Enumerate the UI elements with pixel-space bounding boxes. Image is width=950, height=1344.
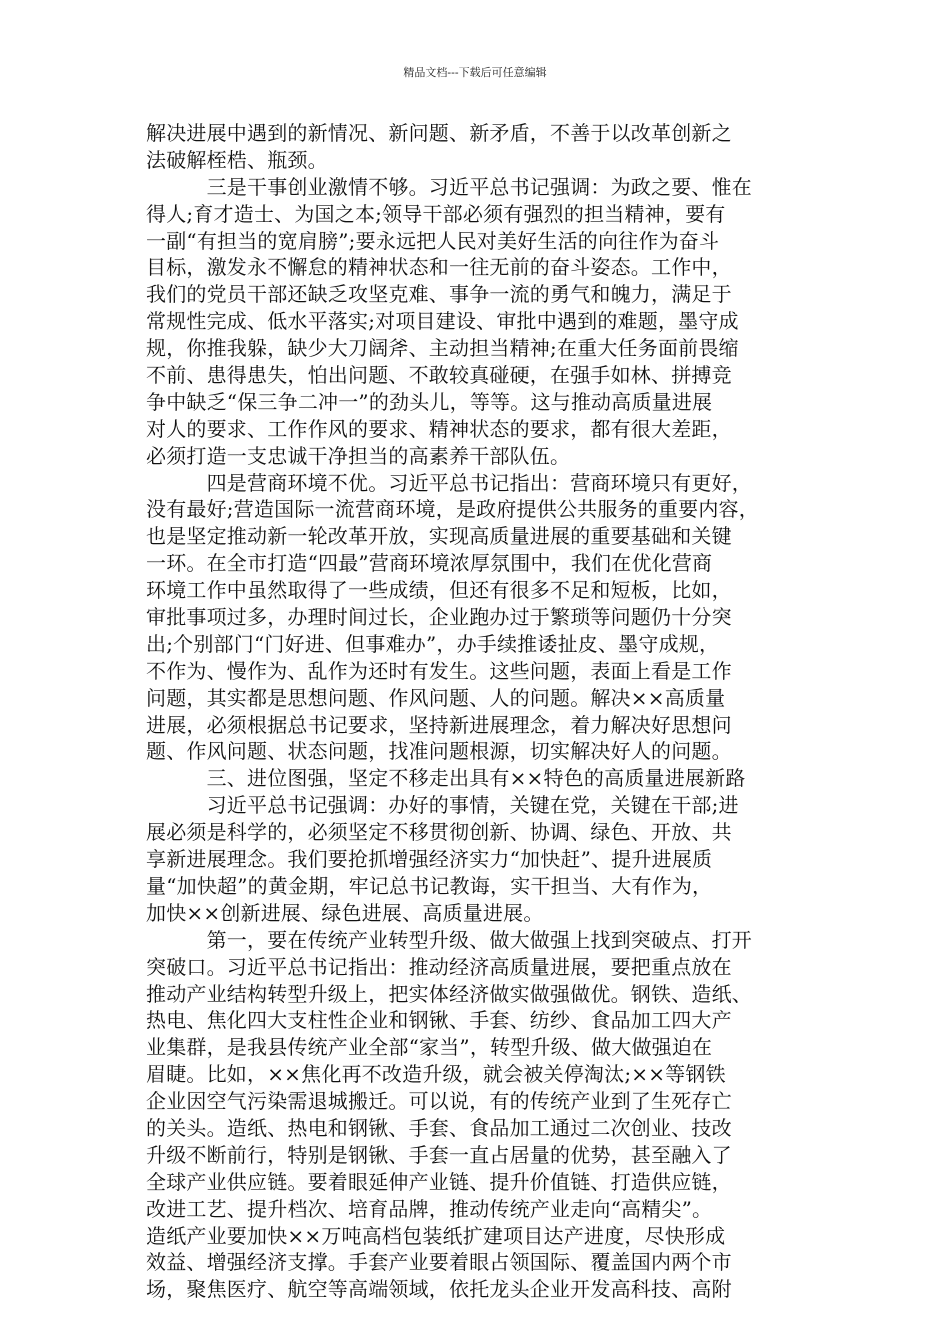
text-line: 习近平总书记强调：办好的事情，关键在党，关键在干部;进 <box>146 793 739 818</box>
text-line: 我们的党员干部还缺乏攻坚克难、事争一流的勇气和魄力，满足于 <box>146 282 732 307</box>
text-line: 一副“有担当的宽肩膀”;要永远把人民对美好生活的向往作为奋斗 <box>146 228 720 253</box>
text-line: 业集群，是我县传统产业全部“家当”，转型升级、做大做强迫在 <box>146 1035 713 1060</box>
text-line: 三是干事创业激情不够。习近平总书记强调：为政之要、惟在 <box>146 174 752 199</box>
text-line: 出;个别部门“门好进、但事难办”，办手续推诿扯皮、墨守成规， <box>146 631 720 656</box>
text-line: 享新进展理念。我们要抢抓增强经济实力“加快赶”、提升进展质 <box>146 847 713 872</box>
text-line: 全球产业供应链。要着眼延伸产业链、提升价值链、打造供应链， <box>146 1169 732 1194</box>
text-line: 进展，必须根据总书记要求，坚持新进展理念，着力解决好思想问 <box>146 712 732 737</box>
text-line: 加快××创新进展、绿色进展、高质量进展。 <box>146 900 544 925</box>
text-line: 眉睫。比如，××焦化再不改造升级，就会被关停淘汰;××等钢铁 <box>146 1062 726 1087</box>
text-line: 问题，其实都是思想问题、作风问题、人的问题。解决××高质量 <box>146 685 726 710</box>
page-header: 精品文档---下载后可任意编辑 <box>403 66 547 79</box>
text-line: 升级不断前行，特别是钢锹、手套一直占居量的优势，甚至融入了 <box>146 1142 732 1167</box>
text-line: 量“加快超”的黄金期，牢记总书记教诲，实干担当、大有作为， <box>146 873 713 898</box>
text-line: 的关头。造纸、热电和钢锹、手套、食品加工通过二次创业、技改 <box>146 1115 732 1140</box>
text-line: 常规性完成、低水平落实;对项目建设、审批中遇到的难题，墨守成 <box>146 309 739 334</box>
document-body <box>146 120 820 1303</box>
text-line: 目标，激发永不懈怠的精神状态和一往无前的奋斗姿态。工作中， <box>146 255 732 280</box>
text-line: 不作为、慢作为、乱作为还时有发生。这些问题，表面上看是工作 <box>146 658 732 683</box>
text-line: 展必须是科学的，必须坚定不移贯彻创新、协调、绿色、开放、共 <box>146 820 732 845</box>
text-line: 审批事项过多，办理时间过长，企业跑办过于繁琐等问题仍十分突 <box>146 605 732 630</box>
text-line: 推动产业结构转型升级上，把实体经济做实做强做优。钢铁、造纸、 <box>146 981 752 1006</box>
text-line: 没有最好;营造国际一流营商环境，是政府提供公共服务的重要内容， <box>146 497 759 522</box>
text-line: 得人;育才造士、为国之本;领导干部必须有强烈的担当精神，要有 <box>146 201 726 226</box>
text-line: 第一，要在传统产业转型升级、做大做强上找到突破点、打开 <box>146 927 752 952</box>
text-line: 三、进位图强，坚定不移走出具有××特色的高质量进展新路 <box>146 766 746 791</box>
text-line: 场，聚焦医疗、航空等高端领域，依托龙头企业开发高科技、高附 <box>146 1277 732 1302</box>
text-line: 造纸产业要加快××万吨高档包装纸扩建项目达产进度，尽快形成 <box>146 1223 726 1248</box>
text-line: 也是坚定推动新一轮改革开放，实现高质量进展的重要基础和关键 <box>146 524 732 549</box>
text-line: 解决进展中遇到的新情况、新问题、新矛盾，不善于以改革创新之 <box>146 121 732 145</box>
text-line: 热电、焦化四大支柱性企业和钢锹、手套、纺纱、食品加工四大产 <box>146 1008 732 1033</box>
text-line: 不前、患得患失，怕出问题、不敢较真碰硬，在强手如林、拼搏竞 <box>146 363 732 388</box>
text-line: 环境工作中虽然取得了一些成绩，但还有很多不足和短板，比如， <box>146 578 732 603</box>
text-line: 法破解桎梏、瓶颈。 <box>146 147 328 172</box>
text-line: 改进工艺、提升档次、培育品牌，推动传统产业走向“高精尖”。 <box>146 1196 713 1221</box>
text-line: 企业因空气污染需退城搬迁。可以说，有的传统产业到了生死存亡 <box>146 1089 732 1114</box>
text-line: 对人的要求、工作作风的要求、精神状态的要求，都有很大差距， <box>146 416 732 441</box>
text-line: 争中缺乏“保三争二冲一”的劲头儿，等等。这与推动高质量进展 <box>146 389 713 414</box>
text-line: 效益、增强经济支撑。手套产业要着眼占领国际、覆盖国内两个市 <box>146 1250 732 1275</box>
text-line: 规，你推我躲，缺少大刀阔斧、主动担当精神;在重大任务面前畏缩 <box>146 336 739 361</box>
text-line: 题、作风问题、状态问题，找准问题根源，切实解决好人的问题。 <box>146 739 732 764</box>
text-line: 必须打造一支忠诚干净担当的高素养干部队伍。 <box>146 443 571 468</box>
text-line: 突破口。习近平总书记指出：推动经济高质量进展，要把重点放在 <box>146 954 732 979</box>
text-line: 四是营商环境不优。习近平总书记指出：营商环境只有更好， <box>146 470 752 495</box>
text-line: 一环。在全市打造“四最”营商环境浓厚氛围中，我们在优化营商 <box>146 551 713 576</box>
